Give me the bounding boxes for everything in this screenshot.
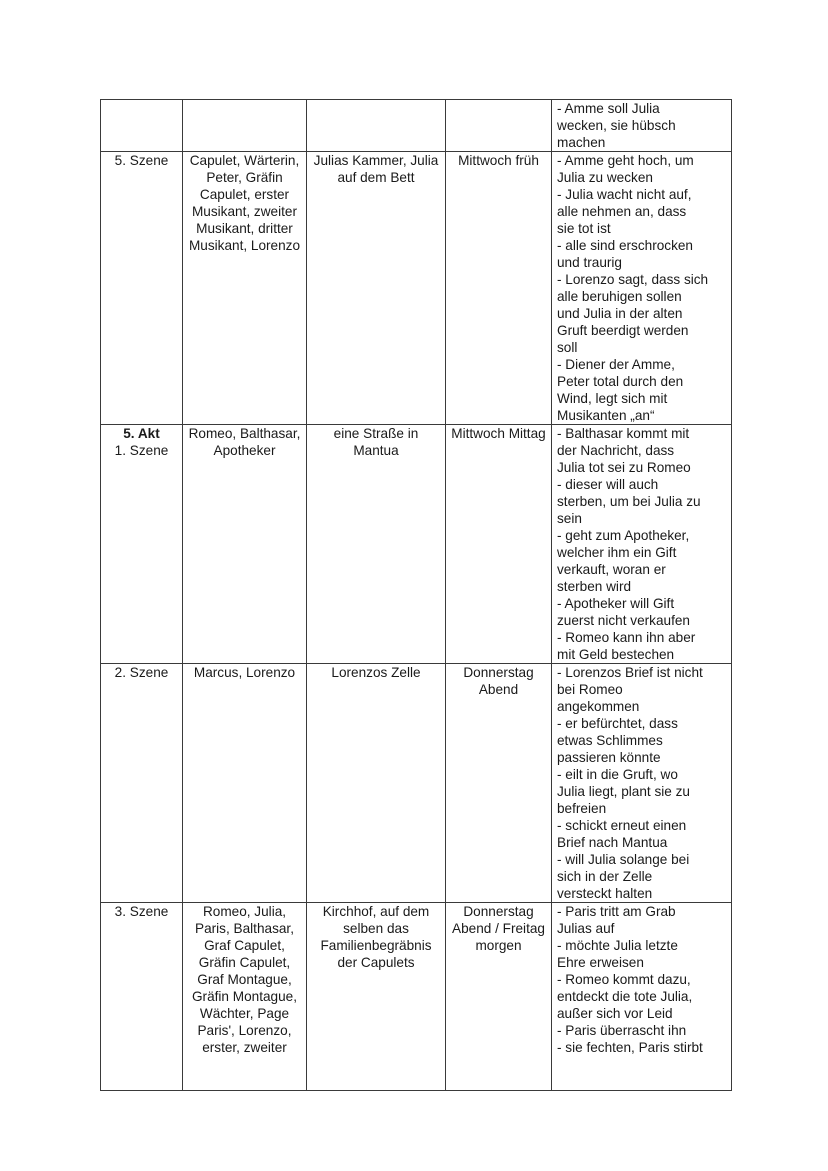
content-line: - möchte Julia letzte (557, 938, 678, 953)
content-line: und Julia in der alten (557, 306, 683, 321)
content-line: - er befürchtet, dass (557, 716, 678, 731)
content-line: - Amme geht hoch, um (557, 153, 694, 168)
content-line: - dieser will auch (557, 477, 659, 492)
content-line: Wind, legt sich mit (557, 391, 668, 406)
scene-cell (101, 152, 183, 425)
scene-cell (101, 903, 183, 1091)
table-row (101, 152, 732, 425)
persons-cell: Romeo, Julia, Paris, Balthasar, Graf Capulet, Gräfin Capulet, Graf Montague, Gräfin Montague, Wächter, Page Paris', Lorenzo, erster, zweiter (183, 903, 307, 1091)
content-line: - Lorenzos Brief ist nicht (557, 665, 703, 680)
content-line: Julia zu wecken (557, 170, 653, 185)
content-line: - Diener der Amme, (557, 357, 675, 372)
content-cell (552, 903, 732, 1091)
content-line: - Apotheker will Gift (557, 596, 675, 611)
content-line: außer sich vor Leid (557, 1006, 673, 1021)
content-line: sein (557, 511, 582, 526)
persons-cell: Romeo, Balthasar, Apotheker (183, 425, 307, 664)
time-cell (446, 100, 552, 152)
content-line: befreien (557, 801, 607, 816)
akt-label: 5. Akt (123, 426, 160, 441)
content-line: sterben wird (557, 579, 632, 594)
content-line: sie tot ist (557, 221, 611, 236)
content-line: mit Geld bestechen (557, 647, 675, 662)
scene-label: 5. Szene (114, 153, 169, 168)
content-line: sterben, um bei Julia zu (557, 494, 701, 509)
content-line: - Julia wacht nicht auf, (557, 187, 692, 202)
content-line: und traurig (557, 255, 622, 270)
persons-cell: Capulet, Wärterin, Peter, Gräfin Capulet, erster Musikant, zweiter Musikant, dritter Musikant, Lorenzo (183, 152, 307, 425)
content-cell (552, 152, 732, 425)
place-cell: eine Straße in Mantua (307, 425, 446, 664)
content-line: Julia liegt, plant sie zu (557, 784, 690, 799)
content-line: entdeckt die tote Julia, (557, 989, 693, 1004)
content-line: Julia tot sei zu Romeo (557, 460, 691, 475)
content-line: - Paris tritt am Grab (557, 904, 676, 919)
persons-cell: Marcus, Lorenzo (183, 664, 307, 903)
scene-label: 3. Szene (114, 904, 169, 919)
table-row (101, 100, 732, 152)
content-line: - eilt in die Gruft, wo (557, 767, 678, 782)
content-line: welcher ihm ein Gift (557, 545, 677, 560)
scene-table (100, 99, 732, 1091)
content-cell (552, 100, 732, 152)
content-line: sich in der Zelle (557, 869, 653, 884)
content-line: Brief nach Mantua (557, 835, 668, 850)
place-cell (307, 100, 446, 152)
content-line: - alle sind erschrocken (557, 238, 693, 253)
content-line: passieren könnte (557, 750, 661, 765)
content-line: Gruft beerdigt werden (557, 323, 689, 338)
persons-cell (183, 100, 307, 152)
content-line: - geht zum Apotheker, (557, 528, 690, 543)
scene-cell (101, 100, 183, 152)
content-line: machen (557, 135, 606, 150)
time-cell: Donnerstag Abend (446, 664, 552, 903)
content-cell (552, 664, 732, 903)
table-row (101, 425, 732, 664)
content-line: - Romeo kann ihn aber (557, 630, 696, 645)
content-line: soll (557, 340, 578, 355)
content-line: - Amme soll Julia (557, 101, 660, 116)
content-line: Musikanten „an“ (557, 408, 655, 423)
time-cell: Mittwoch früh (446, 152, 552, 425)
content-line: Julias auf (557, 921, 615, 936)
content-line: alle nehmen an, dass (557, 204, 687, 219)
content-line: alle beruhigen sollen (557, 289, 682, 304)
content-line: - Balthasar kommt mit (557, 426, 690, 441)
scene-cell (101, 664, 183, 903)
content-line: der Nachricht, dass (557, 443, 675, 458)
content-line: wecken, sie hübsch (557, 118, 676, 133)
content-line: etwas Schlimmes (557, 733, 663, 748)
content-line: angekommen (557, 699, 640, 714)
place-cell: Julias Kammer, Julia auf dem Bett (307, 152, 446, 425)
scene-cell (101, 425, 183, 664)
content-line: - sie fechten, Paris stirbt (557, 1040, 703, 1055)
time-cell: Mittwoch Mittag (446, 425, 552, 664)
time-cell: Donnerstag Abend / Freitag morgen (446, 903, 552, 1091)
content-line: bei Romeo (557, 682, 623, 697)
scene-label: 2. Szene (114, 665, 169, 680)
table-row (101, 903, 732, 1091)
content-line: zuerst nicht verkaufen (557, 613, 690, 628)
content-cell (552, 425, 732, 664)
content-line: - Romeo kommt dazu, (557, 972, 691, 987)
content-line: - schickt erneut einen (557, 818, 687, 833)
table-row (101, 664, 732, 903)
place-cell: Kirchhof, auf dem selben das Familienbegräbnis der Capulets (307, 903, 446, 1091)
content-line: - Lorenzo sagt, dass sich (557, 272, 709, 287)
content-line: - Paris überrascht ihn (557, 1023, 687, 1038)
content-line: Peter total durch den (557, 374, 684, 389)
content-line: Ehre erweisen (557, 955, 644, 970)
content-line: - will Julia solange bei (557, 852, 690, 867)
scene-label: 1. Szene (114, 443, 169, 458)
content-line: versteckt halten (557, 886, 653, 901)
place-cell: Lorenzos Zelle (307, 664, 446, 903)
content-line: verkauft, woran er (557, 562, 666, 577)
